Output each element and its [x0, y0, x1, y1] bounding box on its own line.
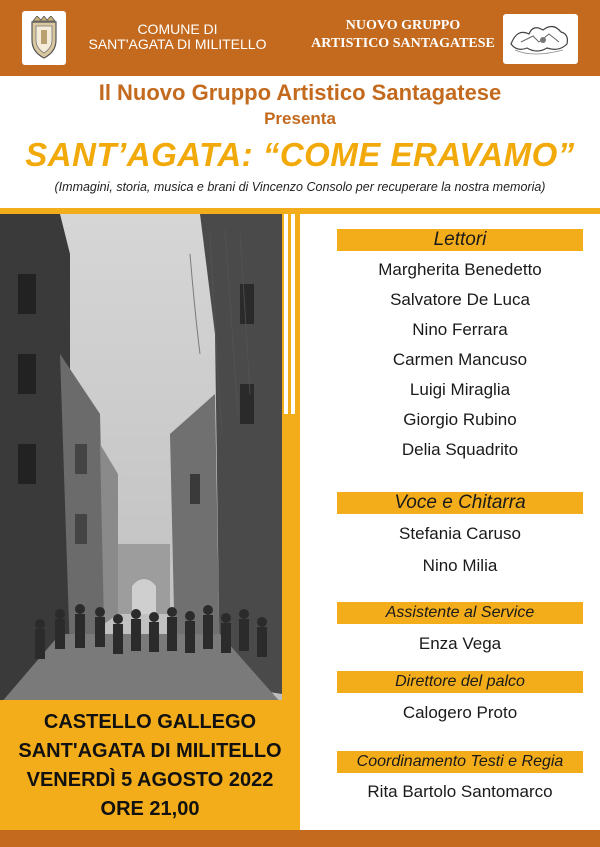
footer-bar [0, 830, 600, 847]
section-direttore: Direttore del palco [337, 671, 583, 693]
organizer-title: Il Nuovo Gruppo Artistico Santagatese [98, 80, 502, 105]
header-bar [0, 0, 600, 76]
group-logo-icon [503, 14, 578, 64]
credit-name: Carmen Mancuso [392, 350, 528, 369]
section-assistente: Assistente al Service [337, 602, 583, 624]
credit-name: Nino Milia [422, 556, 498, 575]
gruppo-label [298, 17, 508, 53]
presents-label: Presenta [264, 109, 336, 128]
event-details [0, 700, 300, 830]
historic-street-photo [0, 214, 282, 704]
credit-name: Calogero Proto [402, 703, 518, 722]
event-time: ORE 21,00 [100, 798, 200, 820]
credit-name: Stefania Caruso [399, 524, 521, 543]
credit-name: Margherita Benedetto [378, 260, 542, 279]
event-subtitle: (Immagini, storia, musica e brani di Vincenzo Consolo per recuperare la nostra memoria) [54, 180, 546, 194]
event-title: SANT’AGATA: “COME ERAVAMO” [25, 136, 575, 173]
gruppo-line-2: ARTISTICO SANTAGATESE [311, 36, 495, 51]
comune-line-2: SANT'AGATA DI MILITELLO [88, 36, 267, 52]
section-lettori: Lettori [337, 229, 583, 251]
credit-name: Luigi Miraglia [409, 380, 511, 399]
credit-name: Enza Vega [418, 634, 502, 653]
section-coordinamento: Coordinamento Testi e Regia [337, 751, 583, 773]
venue-name: CASTELLO GALLEGO [43, 711, 257, 733]
comune-line-1: COMUNE DI [137, 21, 218, 37]
credit-name: Rita Bartolo Santomarco [367, 782, 553, 801]
decorative-stripes [282, 214, 300, 414]
comune-label [70, 22, 285, 52]
gruppo-line-1: NUOVO GRUPPO [345, 18, 461, 33]
event-date: VENERDÌ 5 AGOSTO 2022 [26, 769, 274, 791]
credit-name: Giorgio Rubino [403, 410, 517, 429]
credit-name: Delia Squadrito [401, 440, 519, 459]
section-voce-chitarra: Voce e Chitarra [337, 492, 583, 514]
credit-name: Nino Ferrara [412, 320, 508, 339]
venue-town: SANT'AGATA DI MILITELLO [18, 740, 282, 762]
credit-name: Salvatore De Luca [390, 290, 530, 309]
coat-of-arms-icon [22, 11, 66, 65]
